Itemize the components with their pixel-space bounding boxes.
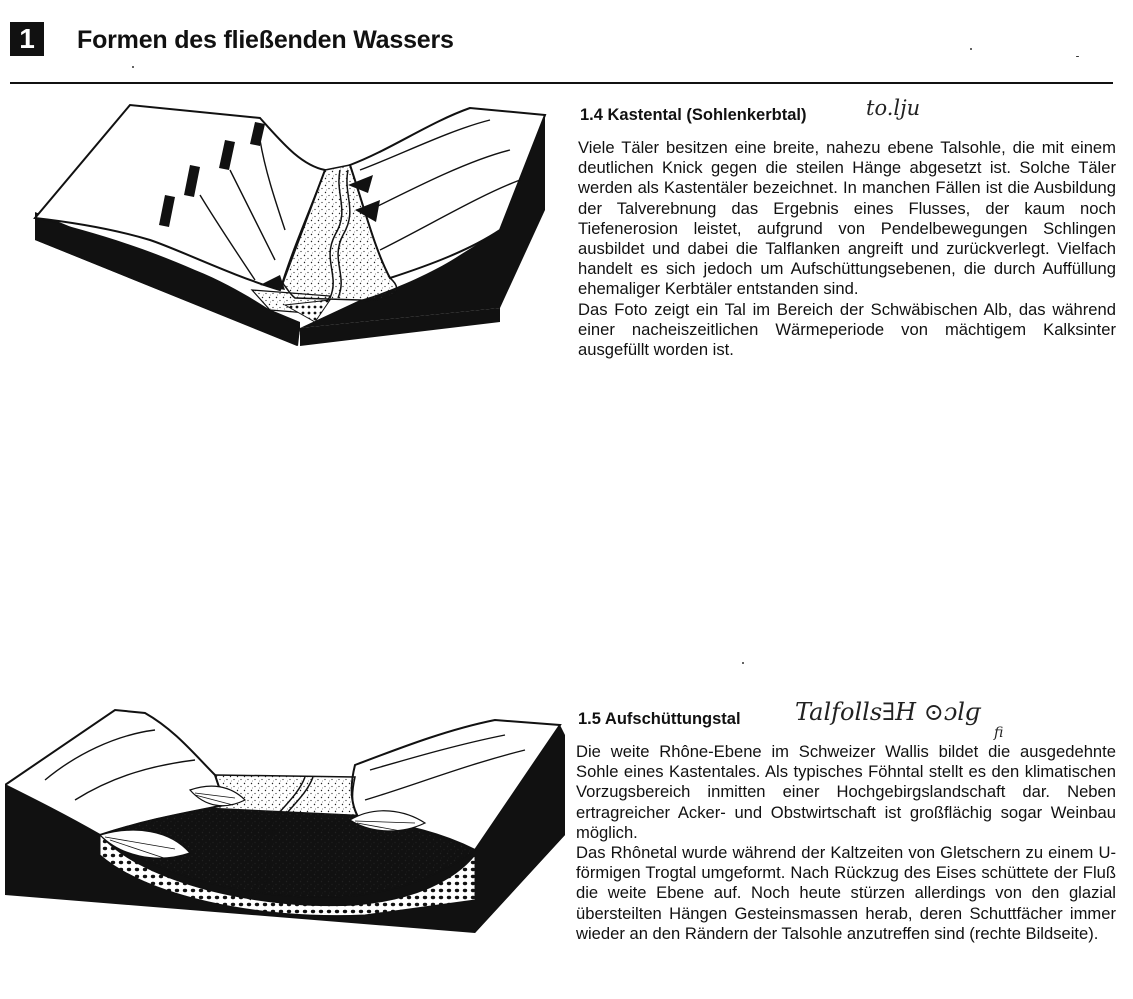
- header-divider: [10, 82, 1113, 84]
- chapter-number-box: [10, 22, 44, 56]
- handwritten-note: Talfolls∃H ⊙ɔlɡ: [795, 698, 981, 726]
- paragraph: Das Rhônetal wurde während der Kaltzeiten von Gletschern zu einem U-förmigen Trogtal umgeformt. Nach Rückzug des Eises schüttete der Fluß die weite Ebene auf. Noch heute stürzen allerdings von den glazial übersteilten Hängen Gesteinsmassen herab, deren Schuttfächer immer wieder an den Rändern der Talsohle anzutreffen sind (rechte Bildseite).: [576, 843, 1116, 943]
- speck: [1076, 56, 1079, 57]
- paragraph: Die weite Rhône-Ebene im Schweizer Wallis bildet die ausgedehnte Sohle eines Kastentales. Als typisches Föhntal stellt es den klimatischen Vorzugsbereich inmitten einer Hochgebirgslandschaft dar. Neben ertragreicher Acker- und Obstwirtschaft ist großflächig sogar Weinbau möglich.: [576, 742, 1116, 842]
- paragraph: Das Foto zeigt ein Tal im Bereich der Schwäbischen Alb, das während einer nacheiszeitlichen Wärmeperiode von mächtigem Kalksinter ausgefüllt worden ist.: [578, 299, 1116, 360]
- handwritten-note-sub: fi: [994, 725, 1004, 741]
- page-title: Formen des fließenden Wassers: [77, 26, 454, 54]
- aufschuettungstal-block-diagram: [5, 705, 570, 937]
- chapter-number: 1: [19, 23, 35, 54]
- speck: [742, 662, 744, 664]
- speck: [132, 66, 134, 68]
- paragraph: Viele Täler besitzen eine breite, nahezu ebene Talsohle, die mit einem deutlichen Knick gegen die steilen Hänge abgesetzt ist. Solche Täler werden als Kastentäler bezeichnet. In manchen Fällen ist die Ausbildung der Talverebnung das Ergebnis eines Flusses, der kaum noch Tiefenerosion leistet, aufgrund von Pendelbewegungen Schlingen ausbildet und dabei die Talflanken angreift und zurückverlegt. Vielfach handelt es sich jedoch um Aufschüttungsebenen, die durch Auffüllung ehemaliger Kerbtäler entstanden sind.: [578, 138, 1116, 299]
- section-heading-aufschuettungstal: 1.5 Aufschüttungstal: [578, 710, 741, 728]
- section-body-kastental: [578, 138, 1116, 360]
- handwritten-note: to.lju: [866, 96, 921, 120]
- kastental-block-diagram: [30, 100, 550, 350]
- speck: [970, 48, 972, 50]
- section-body-aufschuettungstal: [576, 742, 1116, 944]
- section-heading-kastental: 1.4 Kastental (Sohlenkerbtal): [580, 106, 807, 124]
